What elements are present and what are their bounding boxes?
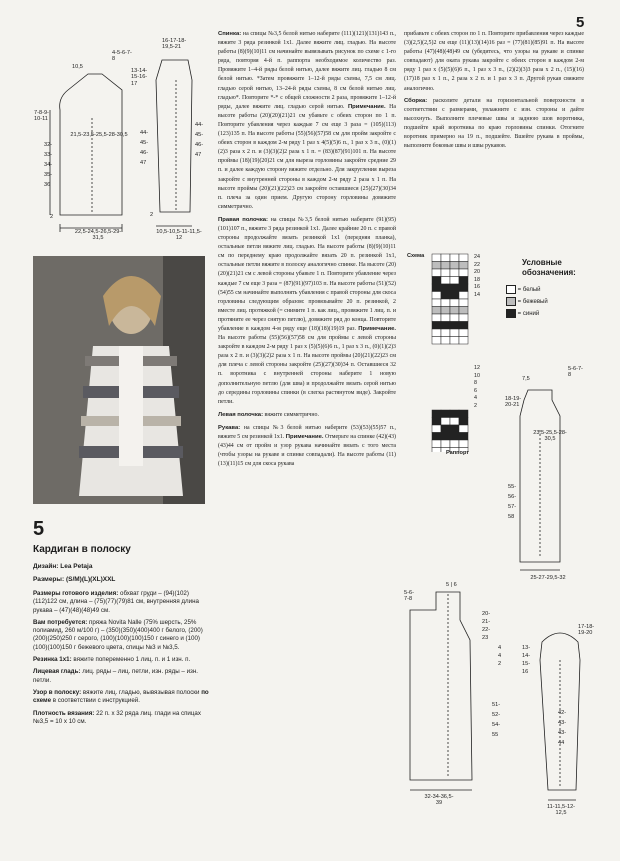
pattern-number: 5 <box>33 518 45 540</box>
front-top-numbers: 5 | 6 <box>446 582 457 588</box>
chart-cell <box>459 337 468 345</box>
chart-cell <box>459 433 468 441</box>
chart-cell <box>441 440 450 448</box>
legend <box>506 284 548 320</box>
chart-cell <box>441 337 450 345</box>
chart-cell <box>441 269 450 277</box>
chart-cell <box>450 433 459 441</box>
back-length-right: 44- 45- 46- 47 <box>140 130 149 166</box>
sleeve2-side: 13- 14- 15- 16 <box>522 645 531 675</box>
chart-cell <box>432 262 441 270</box>
chart-cell <box>459 425 468 433</box>
chart-cell <box>432 292 441 300</box>
chart-cell <box>450 329 459 337</box>
sleeve-bottom-measure: 10,5-10,5-11-11,5-12 <box>156 229 202 242</box>
pattern-title: Кардиган в полоску <box>33 544 131 555</box>
legend-swatch <box>506 285 516 294</box>
chart-cell <box>459 277 468 285</box>
back-width-inner: 21,5-23,5-25,5-28-30,5 <box>70 132 128 138</box>
back-shoulder-measure: 4-5-6-7-8 <box>112 50 132 63</box>
right-top-b: 5-6-7-8 <box>568 366 583 379</box>
legend-item-beige: = бежевый <box>506 296 548 308</box>
chart-label: Схема <box>407 253 425 259</box>
chart-cell <box>459 292 468 300</box>
chart-cell <box>459 314 468 322</box>
chart-cell <box>459 254 468 262</box>
chart-cell <box>432 322 441 330</box>
chart-cell <box>450 440 459 448</box>
chart-cell <box>432 440 441 448</box>
repeat-label: Раппорт <box>446 450 470 456</box>
chart-cell <box>441 314 450 322</box>
chart-cell <box>450 262 459 270</box>
legend-title: Условные обозначения: <box>522 258 576 277</box>
chart-cell <box>441 425 450 433</box>
chart-cell <box>432 277 441 285</box>
chart-cell <box>450 277 459 285</box>
legend-item-white: = белый <box>506 284 548 296</box>
chart-cell <box>450 299 459 307</box>
chart-cell <box>441 322 450 330</box>
chart-cell <box>432 448 441 453</box>
front-bottom: 32-34-36,5-39 <box>424 794 454 807</box>
chart-cell <box>432 307 441 315</box>
sleeve-right-measure: 44- 45- 46- 47 <box>195 122 204 158</box>
chart-cell <box>459 410 468 418</box>
chart-cell <box>441 262 450 270</box>
sleeve2-top: 17-18-19-20 <box>578 624 595 637</box>
chart-cell <box>432 425 441 433</box>
sleeve2-inner: 42- 43- 43- 44 <box>558 710 567 746</box>
sleeve-hem-number: 2 <box>150 212 154 218</box>
chart-cell <box>441 418 450 426</box>
front-schematic-lower <box>400 580 510 810</box>
chart-cell <box>432 314 441 322</box>
chart-cell <box>441 254 450 262</box>
chart-cell <box>441 277 450 285</box>
chart-cell <box>432 418 441 426</box>
chart-cell <box>450 292 459 300</box>
chart-cell <box>459 299 468 307</box>
chart-cell <box>432 269 441 277</box>
right-instructions-column: прибавьте с обеих сторон по 1 п. Повторите прибавления через каждые (3)(2,5)(2,5)2 см еще (11)(13)(14)16 раз = (77)(81)(85)91 п. На высоте работы (47)(48)(48)49 см (убедитесь, что узоры на рукаве и спинке совпадают) для оката рукава закройте с обеих сторон в каждом 2-м ряду 1 раз x (5)(5)(6)6 п., 1 раз x 3 п., (2)(2)(3)3 раза x 2 п., (15)(16)(17)18 раз x 1 п., 2 раза x 2 п. и 1 раз x 3 п. Другой рукав свяжите аналогично. Сборка: расколите детали на горизонтальной поверхности в соответствии с размерами, увлажните с изн. стороны и дайте высохнуть. Выполните плечевые швы и заднюю шов воротника, подшейте край воротника по краю горловины спинки. Отогните воротник примерно на 19 п., подшейте. Вшейте рукава в проймы, выполните боковые швы и швы рукавов. <box>404 31 584 150</box>
design-line: Дизайн: Lea Petaja <box>33 563 93 570</box>
chart-cell <box>432 337 441 345</box>
front-top-side: 5-6-7-8 <box>404 590 414 603</box>
chart-cell <box>432 284 441 292</box>
chart-cell <box>441 284 450 292</box>
chart-cell <box>450 337 459 345</box>
sizes-line: Размеры: (S/M)(L)(XL)XXL <box>33 576 116 583</box>
right-length: 55- 56- 57- 58 <box>508 484 517 520</box>
right-armhole: 18-19-20-21 <box>505 396 522 409</box>
chart-cell <box>450 269 459 277</box>
chart-cell <box>459 307 468 315</box>
chart-cell <box>459 284 468 292</box>
back-hem-number: 2 <box>50 214 54 220</box>
chart-row-numbers: 24 22 20 18 16 14 12 10 8 6 4 2 <box>474 254 480 409</box>
sleeve2-bottom: 11-11,5-12-12,5 <box>546 804 576 817</box>
chart-cell <box>459 269 468 277</box>
chart-cell <box>441 329 450 337</box>
back-hem-bottom: 22,5-24,5-26,5-29-31,5 <box>74 229 122 242</box>
chart-cell <box>450 284 459 292</box>
chart-cell <box>441 433 450 441</box>
chart-cell <box>450 418 459 426</box>
chart-cell <box>441 307 450 315</box>
chart-cell <box>441 410 450 418</box>
chart-cell <box>459 329 468 337</box>
chart-cell <box>450 314 459 322</box>
chart-cell <box>441 292 450 300</box>
chart-cell <box>459 262 468 270</box>
back-top-measure: 10,5 <box>72 64 83 70</box>
front-mid-heights: 4 4 2 <box>498 645 502 667</box>
back-side-heights: 32- 33- 34- 35- 36 <box>44 142 53 188</box>
left-info-column: Размеры готового изделия: обхват груди – (94)(102)(112)122 см, длина – (75)(77)(79)81 см, внутренняя длина рукава – (47)(48)(48)49 см. Вам потребуется: пряжа Novita Nalle (75% шерсть, 25% полиамид, 260 м/100 г) – (350)(350)(400)400 г белого, (200)(200)(250)250 г серого, (100)(100)(100)150 г синего и (100)(100)(100)150 г бежевого цвета, спицы №3 и №3,5. Резинка 1х1: вяжите попеременно 1 лиц. п. и 1 изн. п. Лицевая гладь: лиц. ряды – лиц. петли, изн. ряды – изн. петли. Узор в полоску: вяжите лиц. гладью, вывязывая полоски по схеме в соответствии с инструкцией. Плотность вязания: 22 п. x 32 ряда лиц. глади на спицах №3,5 = 10 x 10 см. <box>33 590 209 725</box>
chart-cell <box>450 322 459 330</box>
chart-cell <box>459 418 468 426</box>
cardigan-photo <box>33 256 205 504</box>
chart-cell <box>459 322 468 330</box>
back-side-measure: 7-8-9-10-11 <box>34 110 49 123</box>
legend-swatch <box>506 297 516 306</box>
legend-swatch <box>506 309 516 318</box>
chart-cell <box>441 299 450 307</box>
chart-cell <box>450 254 459 262</box>
back-armhole-measure: 13-14-15-16-17 <box>131 68 148 87</box>
chart-cell <box>450 410 459 418</box>
chart-cell <box>432 433 441 441</box>
chart-cell <box>432 299 441 307</box>
chart-cell <box>459 440 468 448</box>
chart-cell <box>450 425 459 433</box>
front-left-heights: 20- 21- 22- 23 <box>482 611 491 641</box>
middle-instructions-column: Спинка: на спицы №3,5 белой нитью наберите (111)(121)(131)143 п., вяжите 3 ряда резинкой 1х1. Далее вяжите лиц. гладью. На высоте работы (8)(9)(10)11 см начинайте вывязывать рисунок по схеме с 1-го ряда, повторяя 4-й п. раппорта необходимое количество раз. Провяжите 1–4-й ряды белой нитью, далее вяжите лиц. гладью 8 см белой нитью. *Затем провяжите 1–12-й ряды схемы, 7,5 см лиц. гладью серой нитью, 13–24-й ряды схемы, 8 см белой нитью лиц. гладью*. Повторите *-* с общей сложности 2 раза, провяжите 1–12-й ряды, далее вяжите лиц. гладью серой нитью. Примечание. На высоте работы (20)(20)(21)21 см убавьте с обеих сторон по 1 п. Повторите убавления через каждые 7 см еще 3 раза = (105)(113)(123)135 п. На высоте работы (55)(56)(57)58 см для пройм закройте с обеих сторон в каждом 2-м ряду 1 раз x 4(5)(5)6 п., 1 раз x 3 п., (0)(1)(2)3 раза x 2 п. и (3)(3)(2)2 раза x 1 п. = (83)(87)(91)101 п. На высоте проймы (18)(19)(20)21 см для выреза горловины закройте средние 29 п. и далее каждую сторону вяжите отдельно. Для закругления выреза закройте с внутренней стороны в каждом 2-м ряду 2 раза x 1 п. На высоте проймы (20)(21)(22)23 см закройте оставшиеся (25)(27)(30)34 п. плеча за один прием. Другую сторону горловины довяжите симметрично. Правая полочка: на спицы №3,5 белой нитью наберите (91)(95)(101)107 п., вяжите 3 ряда резинкой 1х1. Далее крайние 20 п. с правой стороны продолжайте вязать резинкой 1х1 (передняя планка), остальные петли вяжите лиц. гладью. На высоте работы (8)(9)(10)11 см по переднему краю продолжайте вязать 20 п. резинкой 1х1, остальные петли вяжите в полоску аналогично спинке. На высоте (20)(20)(21)21 см с левой стороны убавьте 1 п. Повторите убавление через каждые 7 см еще 3 раза = (87)(91)(97)103 п. На высоте работы (51)(52)(54)55 см начинайте выполнять убавления с правой стороны для скоса горловины следующим образом: провязывайте 20 п. резинкой, 2 вместе лиц. протяжкой (= снимите 1 п. как лиц., провяжите 1 лиц. п. и протяните ее через снятую петлю), довяжите ряд до конца. Повторите убавление в каждом 4-м ряду еще (18)(18)(19)19 раз. Примечание. На высоте работы (55)(56)(57)58 см для проймы с левой стороны закройте в каждом 2-м ряду 1 раз x (5)(5)(6)6 п., 1 раз x 3 п., (0)(1)(2)3 раза x 2 п. и (3)(3)(2)2 раза x 1 п. На высоте проймы (20)(21)(22)23 см для плеча с левой стороны закройте (25)(27)(30)34 п. Оставшиеся 32 п. воротника с внутренней стороны наберите 1 новую дополнительную петлю (для шва) и продолжайте вязать серой нитью до середины горловины спинки (в слегка растянутом виде). Закройте петли. Левая полочка: вяжите симметрично. Рукава: на спицы №3 белой нитью наберите (53)(53)(55)57 п., вяжите 5 см резинкой 1х1. Примечание. Отмерьте на спинке (42)(43)(43)44 см от пройм и узор рукава начинайте вязать с того места (чтобы узоры на рукаве и спинке совпадали). На высоте работы (11)(13)(11)15 см для скоса рукава <box>218 31 396 468</box>
chart-cell <box>432 410 441 418</box>
right-top-a: 7,5 <box>522 376 530 382</box>
right-bottom: 25-27-29,5-32 <box>530 575 566 581</box>
chart-cell <box>432 254 441 262</box>
front-length: 51- 52- 54- 55 <box>492 702 501 738</box>
right-width: 23,5-25,5-28-30,5 <box>533 430 567 443</box>
legend-item-blue: = синий <box>506 308 548 320</box>
page-number: 5 <box>576 14 585 31</box>
stripe-chart <box>420 252 480 452</box>
sleeve-top-measure: 16-17-18-19,5-21 <box>162 38 187 51</box>
chart-cell <box>432 329 441 337</box>
chart-cell <box>450 307 459 315</box>
